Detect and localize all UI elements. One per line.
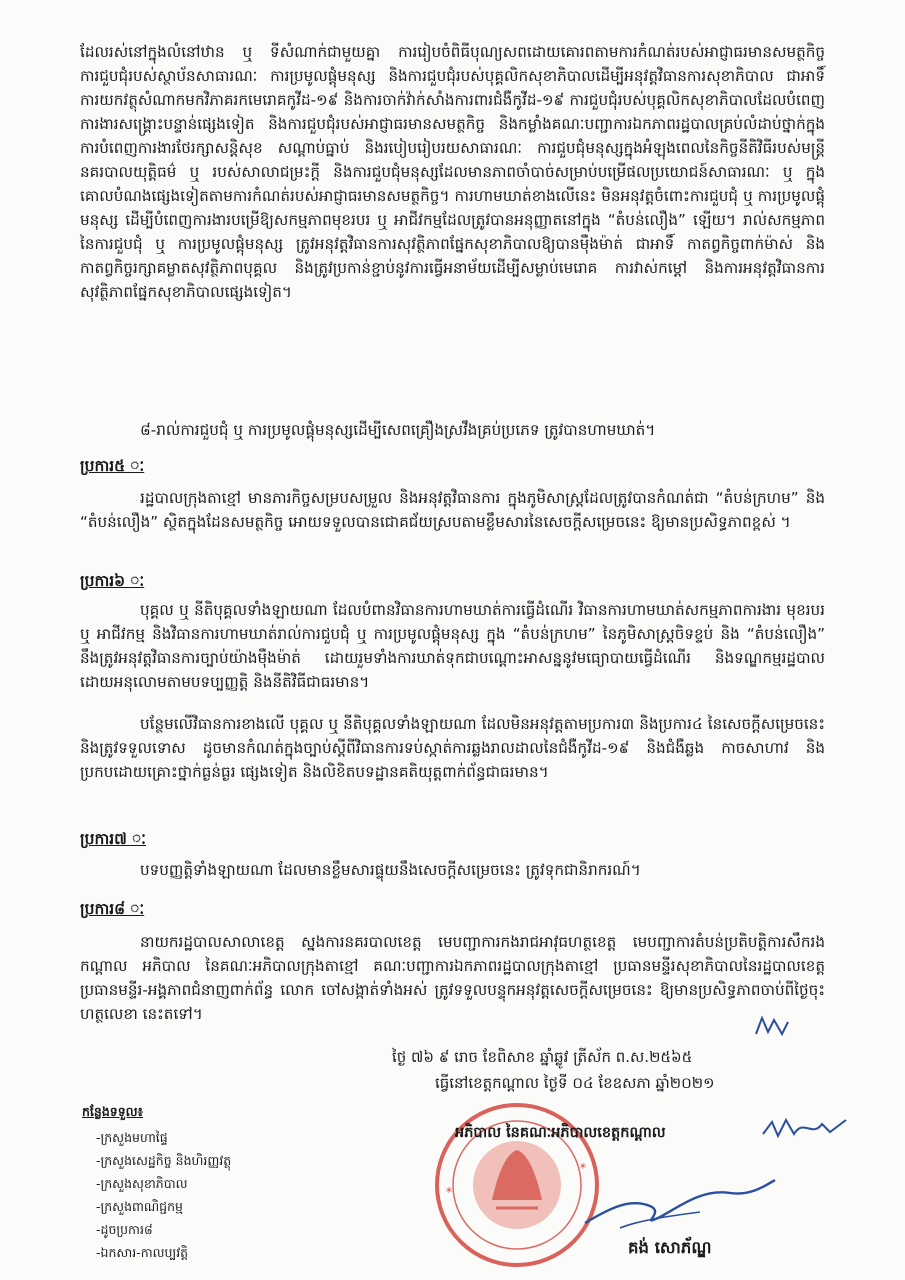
article-8-heading: ប្រការ៨ ៈ (80, 900, 145, 918)
article-6-text-2: បន្ថែមលើវិធានការខាងលើ បុគ្គល ឬ នីតិបុគ្គលទាំងឡាយណា ដែលមិនអនុវត្តតាមប្រការ៣ និងប្រការ៤ នៃសេចក្តីសម្រេចនេះ និងត្រូវទទួលទោស ដូចមានកំណត់ក្នុងច្បាប់ស្តីពីវិធានការទប់ស្កាត់ការឆ្លងរាលដាលនៃជំងឺកូវីដ-១៩ និងជំងឺឆ្លង កាចសាហាវ និងប្រកបដោយគ្រោះថ្នាក់ធ្ងន់ធ្ងរ ផ្សេងទៀត និងលិខិតបទដ្ឋានគតិយុត្តពាក់ព័ន្ធជាធរមាន។ (80, 715, 825, 781)
lunar-date: ថ្ងៃ ៧៦ ៩ រោច ខែពិសាខ ឆ្នាំឆ្លូវ ត្រីស័ក ព.ស.២៥៦៥ (392, 1048, 693, 1066)
article-5-heading: ប្រការ៥ ៈ (80, 457, 145, 475)
body-paragraph-continuation: ដែលរស់នៅក្នុងលំនៅឋាន ឬ ទីសំណាក់ជាមួយគ្នា ការរៀបចំពិធីបុណ្យសពដោយគោរពតាមការកំណត់របស់អាជ្ញាធរមានសមត្ថកិច្ច ការជួបជុំរបស់ស្ថាប័នសាធារណៈ ការប្រមូលផ្តុំមនុស្ស និងការជួបជុំរបស់បុគ្គលិកសុខាភិបាលដើម្បីអនុវត្តវិធានការសុខាភិបាល ជាអាទិ៍ ការយកវត្ថុសំណាកមកវិភាគរកមេរោគកូវីដ-១៩ និងការចាក់វ៉ាក់សាំងការពារជំងឺកូវីដ-១៩ ការជួបជុំរបស់បុគ្គលិកសុខាភិបាលដែលបំពេញការងារសង្គ្រោះបន្ទាន់ផ្សេងទៀត និងការជួបជុំរបស់អាជ្ញាធរមានសមត្ថកិច្ច និងកម្លាំងគណៈបញ្ជាការឯកភាពរដ្ឋបាលគ្រប់លំដាប់ថ្នាក់ក្នុងការបំពេញការងារថែរក្សាសន្តិសុខ សណ្តាប់ធ្នាប់ និងរបៀបរៀបរយសាធារណៈ ការជួបជុំមនុស្សក្នុងអំឡុងពេលនៃកិច្ចនីតិវិធីរបស់មន្ត្រីនគរបាលយុត្តិធម៌ ឬ របស់សាលាជម្រះក្តី និងការជួបជុំមនុស្សដែលមានភាពចាំបាច់សម្រាប់បម្រើផលប្រយោជន៍សាធារណៈ ឬ ក្នុងគោលបំណងផ្សេងទៀតតាមការកំណត់របស់អាជ្ញាធរមានសមត្ថកិច្ច។ ការហាមឃាត់ខាងលើនេះ មិនអនុវត្តចំពោះការជួបជុំ ឬ ការប្រមូលផ្តុំមនុស្ស ដើម្បីបំពេញការងារបម្រើឱ្យសកម្មភាពមុខរបរ ឬ អាជីវកម្មដែលត្រូវបានអនុញ្ញាតនៅក្នុង “តំបន់លឿង” ឡើយ។ រាល់សកម្មភាពនៃការជួបជុំ ឬ ការប្រមូលផ្តុំមនុស្ស ត្រូវអនុវត្តវិធានការសុវត្ថិភាពផ្នែកសុខាភិបាលឱ្យបានម៉ឺងម៉ាត់ ជាអាទិ៍ កាតព្វកិច្ចពាក់ម៉ាស់ និងកាតព្វកិច្ចរក្សាគម្លាតសុវត្ថិភាពបុគ្គល និងត្រូវប្រកាន់ខ្ជាប់នូវការធ្វើអនាម័យដើម្បីសម្លាប់មេរោគ ការវាស់កម្តៅ និងការអនុវត្តវិធានការសុវត្ថិភាពផ្នែកសុខាភិបាលផ្សេងទៀត។ (80, 43, 825, 301)
article-8-text: នាយករដ្ឋបាលសាលាខេត្ត ស្នងការនគរបាលខេត្ត មេបញ្ជាការកងរាជអាវុធហត្ថខេត្ត មេបញ្ជាការតំបន់ប្រតិបត្តិការសឹករងកណ្តាល អភិបាល នៃគណៈអភិបាលក្រុងតាខ្មៅ គណៈបញ្ជាការឯកភាពរដ្ឋបាលក្រុងតាខ្មៅ ប្រធានមន្ទីរសុខាភិបាលនៃរដ្ឋបាលខេត្ត ប្រធានមន្ទីរ-អង្គភាពជំនាញពាក់ព័ន្ធ លោក ចៅសង្កាត់ទាំងអស់ ត្រូវទទួលបន្ទុកអនុវត្តសេចក្តីសម្រេចនេះ ឱ្យមានប្រសិទ្ធភាពចាប់ពីថ្ងៃចុះហត្ថលេខា នេះតទៅ។ (80, 933, 825, 1023)
initials-mark (752, 1012, 792, 1042)
list-item: -ឯកសារ-កាលប្បវត្តិ (96, 1245, 189, 1260)
list-item: -ក្រសួងសេដ្ឋកិច្ច និងហិរញ្ញវត្ថុ (96, 1153, 232, 1168)
list-item: -ក្រសួងមហាផ្ទៃ (96, 1130, 168, 1145)
distribution-list (96, 1126, 231, 1264)
handwritten-signature (580, 1168, 780, 1238)
article-5-text: រដ្ឋបាលក្រុងតាខ្មៅ មានភារកិច្ចសម្របសម្រួល និងអនុវត្តវិធានការ ក្នុងភូមិសាស្ត្រដែលត្រូវបានកំណត់ជា “តំបន់ក្រហម” និង “តំបន់លឿង” ស្ថិតក្នុងដែនសមត្ថកិច្ច អោយទទួលបានជោគជ័យស្របតាមខ្លឹមសារនៃសេចក្តីសម្រេចនេះ ឱ្យមានប្រសិទ្ធភាពខ្ពស់ ។ (80, 489, 825, 531)
article-7-text: បទបញ្ញត្តិទាំងឡាយណា ដែលមានខ្លឹមសារផ្ទុយនឹងសេចក្តីសម្រេចនេះ ត្រូវទុកជានិរាករណ៍។ (140, 861, 641, 879)
svg-text:*: * (580, 1161, 586, 1175)
body-paragraph-item-8: ៨-រាល់ការជួបជុំ ឬ ការប្រមូលផ្តុំមនុស្សដើម្បីសេពគ្រឿងស្រវឹងគ្រប់ប្រភេទ ត្រូវបានហាមឃាត់។ (140, 421, 656, 439)
signatory-title: អភិបាល នៃគណៈអភិបាលខេត្តកណ្តាល (455, 1125, 666, 1141)
list-item: -ក្រសួងពាណិជ្ជកម្ម (96, 1199, 183, 1214)
distribution-list-title: កន្លែងទទួល៖ (82, 1104, 144, 1119)
solar-date: ធ្វើនៅខេត្តកណ្តាល ថ្ងៃទី ០៤ ខែឧសភា ឆ្នាំ២០២១ (435, 1074, 715, 1092)
article-7-heading: ប្រការ៧ ៈ (80, 830, 146, 848)
article-6-text-1: បុគ្គល ឬ នីតិបុគ្គលទាំងឡាយណា ដែលបំពានវិធានការហាមឃាត់ការធ្វើដំណើរ វិធានការហាមឃាត់សកម្មភាពការងារ មុខរបរ ឬ អាជីវកម្ម និងវិធានការហាមឃាត់រាល់ការជួបជុំ ឬ ការប្រមូលផ្តុំមនុស្ស ក្នុង “តំបន់ក្រហម” នៃភូមិសាស្ត្រចិទខ្ទប់ និង “តំបន់លឿង” នឹងត្រូវអនុវត្តវិធានការច្បាប់យ៉ាងម៉ឺងម៉ាត់ ដោយរួមទាំងការឃាត់ទុកជាបណ្តោះអាសន្ននូវមធ្យោបាយធ្វើដំណើរ និងទណ្ឌកម្មរដ្ឋបាល ដោយអនុលោមតាមបទប្បញ្ញត្តិ និងនីតិវិធីជាធរមាន។ (80, 601, 825, 691)
article-6-heading: ប្រការ៦ ៈ (80, 572, 145, 590)
signatory-name: គង់ សោភ័ណ្ឌ (628, 1238, 712, 1257)
initials-signature (760, 1114, 850, 1144)
list-item: -ក្រសួងសុខាភិបាល (96, 1176, 188, 1191)
list-item: -ដូចប្រការ៨ (96, 1222, 153, 1237)
svg-text:*: * (446, 1185, 452, 1199)
